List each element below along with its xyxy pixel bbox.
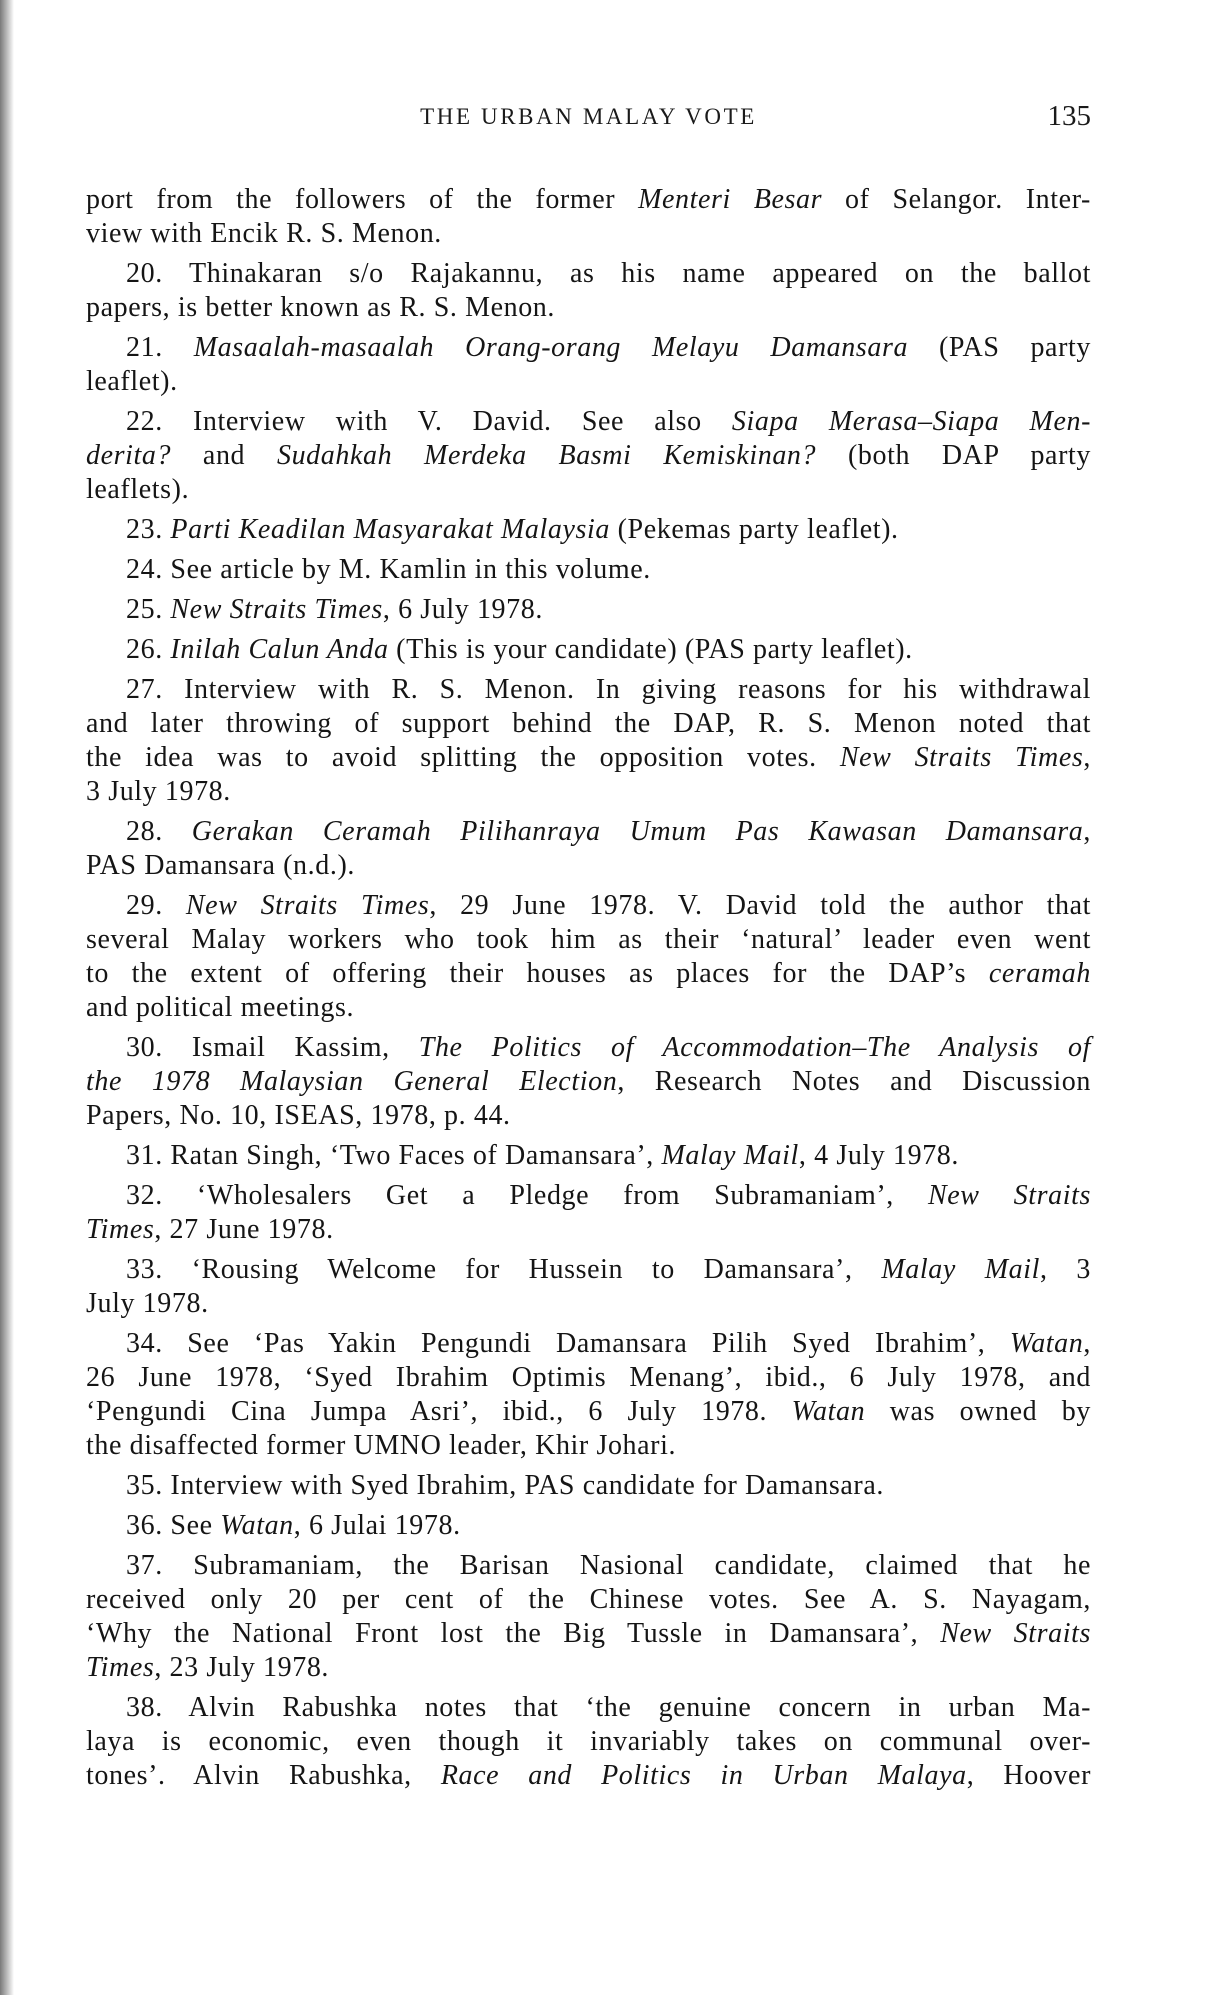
endnote-line: [86, 473, 1091, 507]
note-text: (both DAP party: [816, 440, 1091, 471]
endnote-line: [86, 183, 1091, 217]
italic-title: New Straits: [940, 1618, 1091, 1649]
italic-title: New Straits Times: [839, 742, 1084, 773]
note-text: (Pekemas party leaflet).: [610, 514, 899, 545]
italic-title: the 1978 Malaysian General Election: [86, 1066, 618, 1097]
note-text: Papers, No. 10, ISEAS, 1978, p. 44.: [86, 1100, 511, 1131]
endnote: [86, 1549, 1091, 1685]
endnote-line: [86, 923, 1091, 957]
note-text: 30. Ismail Kassim,: [126, 1032, 419, 1063]
note-text: of Selangor. Inter-: [822, 184, 1091, 215]
endnote-line: [86, 1549, 1091, 1583]
note-text: , 3: [1039, 1254, 1091, 1285]
note-text: several Malay workers who took him as their ‘natural’ leader even went: [86, 924, 1091, 955]
endnote: [86, 815, 1091, 883]
note-text: , 23 July 1978.: [154, 1652, 330, 1683]
note-text: ,: [1083, 1328, 1091, 1359]
note-text: was owned by: [865, 1396, 1091, 1427]
note-text: 28.: [126, 816, 192, 847]
endnote-line: [86, 1617, 1091, 1651]
italic-title: Inilah Calun Anda: [170, 634, 389, 665]
endnote: [86, 405, 1091, 507]
note-text: (PAS party: [908, 332, 1091, 363]
endnote: [86, 673, 1091, 809]
endnote: [86, 1469, 1091, 1503]
note-text: and political meetings.: [86, 992, 355, 1023]
endnote-line: [86, 291, 1091, 325]
note-text: , 6 Julai 1978.: [293, 1510, 461, 1541]
note-text: ‘Pengundi Cina Jumpa Asri’, ibid., 6 July 1978.: [86, 1396, 792, 1427]
endnote: [86, 593, 1091, 627]
endnote: [86, 331, 1091, 399]
italic-title: Malay Mail: [661, 1140, 799, 1171]
endnote-line: [86, 1583, 1091, 1617]
note-text: the idea was to avoid splitting the opposition votes.: [86, 742, 840, 773]
note-text: (This is your candidate) (PAS party leaflet).: [388, 634, 913, 665]
endnote: [86, 1509, 1091, 1543]
endnote-line: [86, 1469, 1091, 1503]
note-text: to the extent of offering their houses as places for the DAP’s: [86, 958, 989, 989]
note-text: 37. Subramaniam, the Barisan Nasional candidate, claimed that he: [126, 1550, 1091, 1581]
endnote-line: [86, 257, 1091, 291]
endnote: [86, 1179, 1091, 1247]
note-text: leaflet).: [86, 366, 178, 397]
note-text: 25.: [126, 594, 171, 625]
endnote-line: [86, 1213, 1091, 1247]
running-title: THE URBAN MALAY VOTE: [420, 104, 757, 129]
endnote: [86, 889, 1091, 1025]
endnote: [86, 183, 1091, 251]
note-text: 23.: [126, 514, 171, 545]
endnote-line: [86, 365, 1091, 399]
endnote-line: [86, 775, 1091, 809]
endnote-line: [86, 1509, 1091, 1543]
endnote: [86, 1327, 1091, 1463]
note-text: , Research Notes and Discussion: [617, 1066, 1092, 1097]
note-text: and later throwing of support behind the DAP, R. S. Menon noted that: [86, 708, 1091, 739]
italic-title: New Straits Times: [185, 890, 430, 921]
note-text: ‘Why the National Front lost the Big Tussle in Damansara’,: [86, 1618, 941, 1649]
endnote-line: [86, 1725, 1091, 1759]
italic-title: Siapa Merasa–Siapa Men-: [731, 406, 1091, 437]
endnote-line: [86, 1139, 1091, 1173]
note-text: July 1978.: [86, 1288, 209, 1319]
endnote-line: [86, 849, 1091, 883]
note-text: 22. Interview with V. David. See also: [126, 406, 732, 437]
italic-title: Gerakan Ceramah Pilihanraya Umum Pas Kawasan Damansara: [191, 816, 1084, 847]
endnote-line: [86, 673, 1091, 707]
endnote-line: [86, 553, 1091, 587]
italic-title: Watan: [1009, 1328, 1084, 1359]
endnote-line: [86, 1031, 1091, 1065]
endnote: [86, 1253, 1091, 1321]
endnote-line: [86, 1179, 1091, 1213]
endnote-line: [86, 1429, 1091, 1463]
note-text: papers, is better known as R. S. Menon.: [86, 292, 556, 323]
italic-title: Parti Keadilan Masyarakat Malaysia: [170, 514, 610, 545]
note-text: 33. ‘Rousing Welcome for Hussein to Damansara’,: [126, 1254, 882, 1285]
italic-title: Times: [86, 1214, 155, 1245]
endnote-line: [86, 405, 1091, 439]
endnote-line: [86, 815, 1091, 849]
note-text: 36. See: [126, 1510, 221, 1541]
italic-title: Masaalah-masaalah Orang-orang Melayu Damansara: [193, 332, 909, 363]
note-text: ,: [1083, 816, 1091, 847]
italic-title: Sudahkah Merdeka Basmi Kemiskinan?: [276, 440, 817, 471]
endnote-line: [86, 331, 1091, 365]
note-text: leaflets).: [86, 474, 190, 505]
page-header: [86, 100, 1091, 140]
note-text: , 6 July 1978.: [382, 594, 543, 625]
note-text: 26 June 1978, ‘Syed Ibrahim Optimis Menang’, ibid., 6 July 1978, and: [86, 1362, 1091, 1393]
endnote-line: [86, 957, 1091, 991]
note-text: 31. Ratan Singh, ‘Two Faces of Damansara’,: [126, 1140, 662, 1171]
note-text: 26.: [126, 634, 171, 665]
endnote-line: [86, 1287, 1091, 1321]
italic-title: The Politics of Accommodation–The Analysis of: [418, 1032, 1091, 1063]
endnote-line: [86, 741, 1091, 775]
endnote-line: [86, 889, 1091, 923]
note-text: 34. See ‘Pas Yakin Pengundi Damansara Pilih Syed Ibrahim’,: [126, 1328, 1010, 1359]
endnote: [86, 633, 1091, 667]
note-text: the disaffected former UMNO leader, Khir Johari.: [86, 1430, 677, 1461]
endnote-line: [86, 707, 1091, 741]
note-text: , 4 July 1978.: [798, 1140, 959, 1171]
endnote: [86, 553, 1091, 587]
italic-title: Race and Politics in Urban Malaya: [440, 1760, 967, 1791]
endnote-line: [86, 1691, 1091, 1725]
endnote-line: [86, 1065, 1091, 1099]
endnote-line: [86, 593, 1091, 627]
note-text: 38. Alvin Rabushka notes that ‘the genuine concern in urban Ma-: [126, 1692, 1091, 1723]
endnote-line: [86, 439, 1091, 473]
endnote: [86, 257, 1091, 325]
page-number: 135: [1047, 100, 1091, 132]
endnote-line: [86, 1395, 1091, 1429]
endnote-line: [86, 1099, 1091, 1133]
italic-title: Menteri Besar: [638, 184, 823, 215]
note-text: PAS Damansara (n.d.).: [86, 850, 355, 881]
endnote-line: [86, 633, 1091, 667]
note-text: , 29 June 1978. V. David told the author that: [429, 890, 1092, 921]
endnote: [86, 1691, 1091, 1793]
note-text: ,: [1083, 742, 1091, 773]
note-text: 29.: [126, 890, 186, 921]
note-text: 21.: [126, 332, 194, 363]
italic-title: Watan: [220, 1510, 294, 1541]
endnote-line: [86, 513, 1091, 547]
note-text: 3 July 1978.: [86, 776, 231, 807]
book-binding-shadow: [0, 0, 14, 1995]
note-text: 32. ‘Wholesalers Get a Pledge from Subramaniam’,: [126, 1180, 928, 1211]
endnote: [86, 1139, 1091, 1173]
note-text: 24. See article by M. Kamlin in this volume.: [126, 554, 651, 585]
italic-title: derita?: [86, 440, 172, 471]
endnote-line: [86, 1759, 1091, 1793]
note-text: laya is economic, even though it invariably takes on communal over-: [86, 1726, 1091, 1757]
endnote-line: [86, 1253, 1091, 1287]
endnote: [86, 1031, 1091, 1133]
italic-title: ceramah: [988, 958, 1091, 989]
endnote: [86, 513, 1091, 547]
endnote-line: [86, 1651, 1091, 1685]
italic-title: Times: [86, 1652, 155, 1683]
italic-title: New Straits: [927, 1180, 1091, 1211]
note-text: and: [171, 440, 277, 471]
note-text: received only 20 per cent of the Chinese votes. See A. S. Nayagam,: [86, 1584, 1091, 1615]
endnote-line: [86, 217, 1091, 251]
note-text: 35. Interview with Syed Ibrahim, PAS candidate for Damansara.: [126, 1470, 884, 1501]
italic-title: New Straits Times: [170, 594, 383, 625]
italic-title: Malay Mail: [881, 1254, 1040, 1285]
endnote-line: [86, 991, 1091, 1025]
note-text: port from the followers of the former: [86, 184, 639, 215]
endnotes: [86, 183, 1091, 1799]
endnote-line: [86, 1361, 1091, 1395]
endnote-line: [86, 1327, 1091, 1361]
note-text: tones’. Alvin Rabushka,: [86, 1760, 441, 1791]
note-text: 20. Thinakaran s/o Rajakannu, as his name appeared on the ballot: [126, 258, 1091, 289]
note-text: , Hoover: [966, 1760, 1091, 1791]
note-text: 27. Interview with R. S. Menon. In giving reasons for his withdrawal: [126, 674, 1091, 705]
italic-title: Watan: [791, 1396, 866, 1427]
note-text: , 27 June 1978.: [154, 1214, 334, 1245]
note-text: view with Encik R. S. Menon.: [86, 218, 442, 249]
